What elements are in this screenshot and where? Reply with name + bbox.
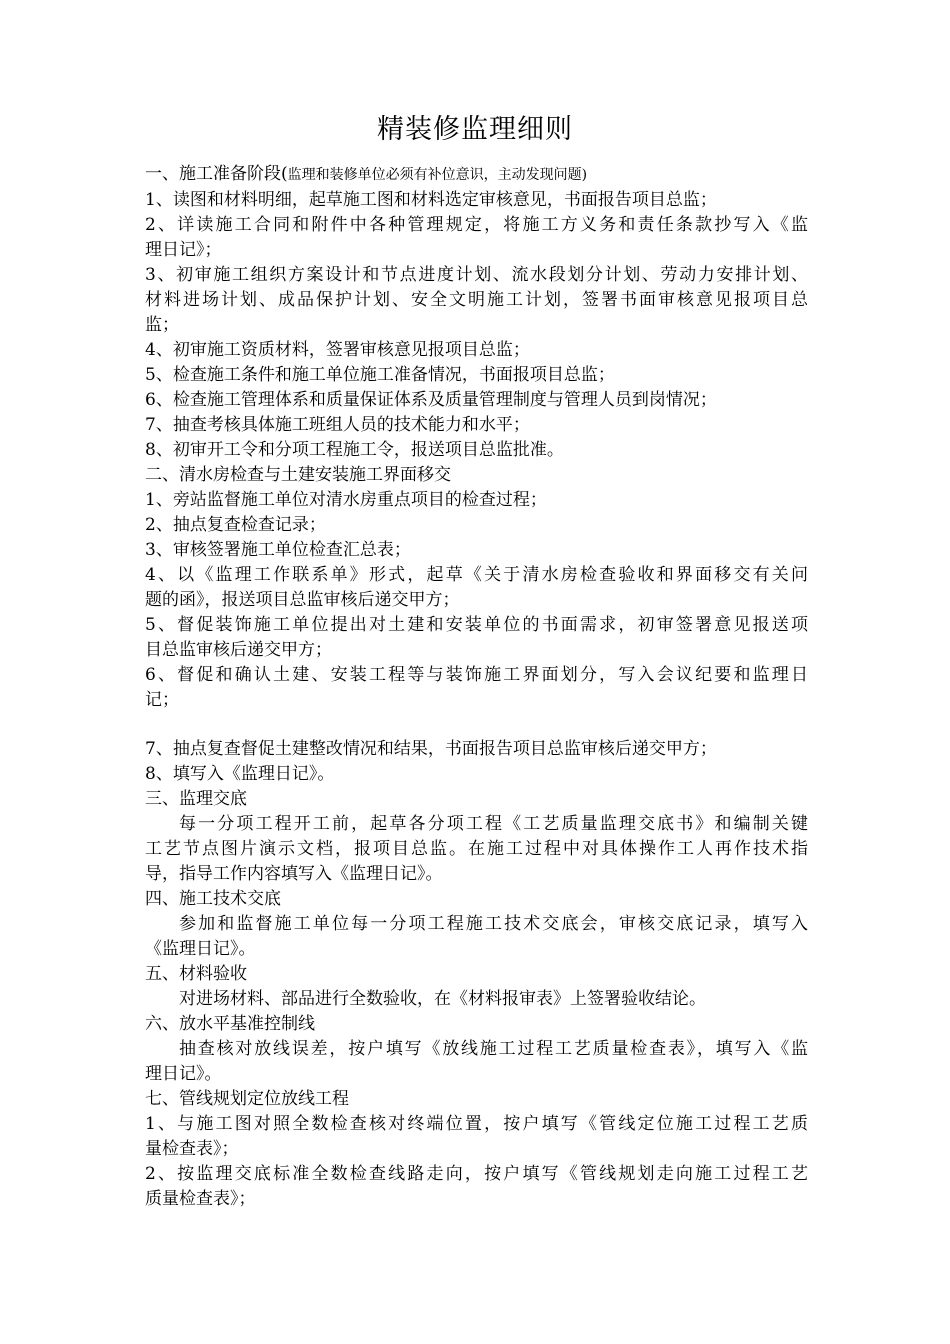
section-heading-6: 六、放水平基准控制线 — [145, 1014, 315, 1034]
paragraph-line: 监； — [145, 315, 179, 335]
paragraph-line: 3、初审施工组织方案设计和节点进度计划、流水段划分计划、劳动力安排计划、 — [145, 265, 808, 285]
paragraph-line: 每一分项工程开工前，起草各分项工程《工艺质量监理交底书》和编制关键 — [179, 814, 808, 834]
paragraph-line: 题的函》，报送项目总监审核后递交甲方； — [145, 590, 460, 610]
paragraph-line: 记； — [145, 690, 179, 710]
paragraph-line: 1、与施工图对照全数检查核对终端位置，按户填写《管线定位施工过程工艺质 — [145, 1114, 808, 1134]
paragraph-line: 《监理日记》。 — [145, 939, 256, 959]
paragraph-line: 4、以《监理工作联系单》形式，起草《关于清水房检查验收和界面移交有关问 — [145, 565, 808, 585]
paragraph-line: 4、初审施工资质材料，签署审核意见报项目总监； — [145, 340, 530, 360]
paragraph-line: 理日记》。 — [145, 1064, 222, 1084]
paragraph-line: 工艺节点图片演示文档，报项目总监。在施工过程中对具体操作工人再作技术指 — [145, 839, 808, 859]
section-note: 监理和装修单位必须有补位意识，主动发现问题) — [287, 167, 588, 183]
section-heading-text: 一、施工准备阶段( — [145, 164, 288, 184]
paragraph-line: 7、抽查考核具体施工班组人员的技术能力和水平； — [145, 415, 530, 435]
paragraph-line: 理日记》； — [145, 240, 222, 260]
paragraph-line: 3、审核签署施工单位检查汇总表； — [145, 540, 411, 560]
paragraph-line: 质量检查表》； — [145, 1189, 256, 1209]
section-heading-2: 二、清水房检查与土建安装施工界面移交 — [145, 465, 451, 485]
paragraph-line: 5、督促装饰施工单位提出对土建和安装单位的书面需求，初审签署意见报送项 — [145, 615, 808, 635]
section-heading-5: 五、材料验收 — [145, 964, 247, 984]
paragraph-line: 导，指导工作内容填写入《监理日记》。 — [145, 864, 443, 884]
section-heading-7: 七、管线规划定位放线工程 — [145, 1089, 349, 1109]
section-heading-4: 四、施工技术交底 — [145, 889, 281, 909]
paragraph-line: 抽查核对放线误差，按户填写《放线施工过程工艺质量检查表》，填写入《监 — [179, 1039, 808, 1059]
paragraph-line: 8、填写入《监理日记》。 — [145, 764, 335, 784]
paragraph-line: 1、旁站监督施工单位对清水房重点项目的检查过程； — [145, 490, 547, 510]
paragraph-line: 2、按监理交底标准全数检查线路走向，按户填写《管线规划走向施工过程工艺 — [145, 1164, 808, 1184]
document-body — [145, 162, 808, 1212]
paragraph-line: 目总监审核后递交甲方； — [145, 640, 332, 660]
paragraph-line: 7、抽点复查督促土建整改情况和结果，书面报告项目总监审核后递交甲方； — [145, 739, 717, 759]
blank-line — [145, 713, 808, 737]
paragraph-line: 8、初审开工令和分项工程施工令，报送项目总监批准。 — [145, 440, 564, 460]
section-heading-1 — [145, 162, 808, 188]
paragraph-line: 5、检查施工条件和施工单位施工准备情况，书面报项目总监； — [145, 365, 615, 385]
paragraph-line: 参加和监督施工单位每一分项工程施工技术交底会，审核交底记录，填写入 — [179, 914, 808, 934]
paragraph-line: 材料进场计划、成品保护计划、安全文明施工计划，签署书面审核意见报项目总 — [145, 290, 808, 310]
section-heading-3: 三、监理交底 — [145, 789, 247, 809]
paragraph-line: 6、检查施工管理体系和质量保证体系及质量管理制度与管理人员到岗情况； — [145, 390, 717, 410]
paragraph-line: 量检查表》； — [145, 1139, 239, 1159]
paragraph-line: 2、详读施工合同和附件中各种管理规定，将施工方义务和责任条款抄写入《监 — [145, 215, 808, 235]
document-title: 精装修监理细则 — [377, 114, 573, 145]
paragraph-line: 对进场材料、部品进行全数验收，在《材料报审表》上签署验收结论。 — [179, 989, 706, 1009]
paragraph-line: 2、抽点复查检查记录； — [145, 515, 326, 535]
paragraph-line: 1、读图和材料明细，起草施工图和材料选定审核意见，书面报告项目总监； — [145, 190, 717, 210]
paragraph-line: 6、督促和确认土建、安装工程等与装饰施工界面划分，写入会议纪要和监理日 — [145, 665, 808, 685]
